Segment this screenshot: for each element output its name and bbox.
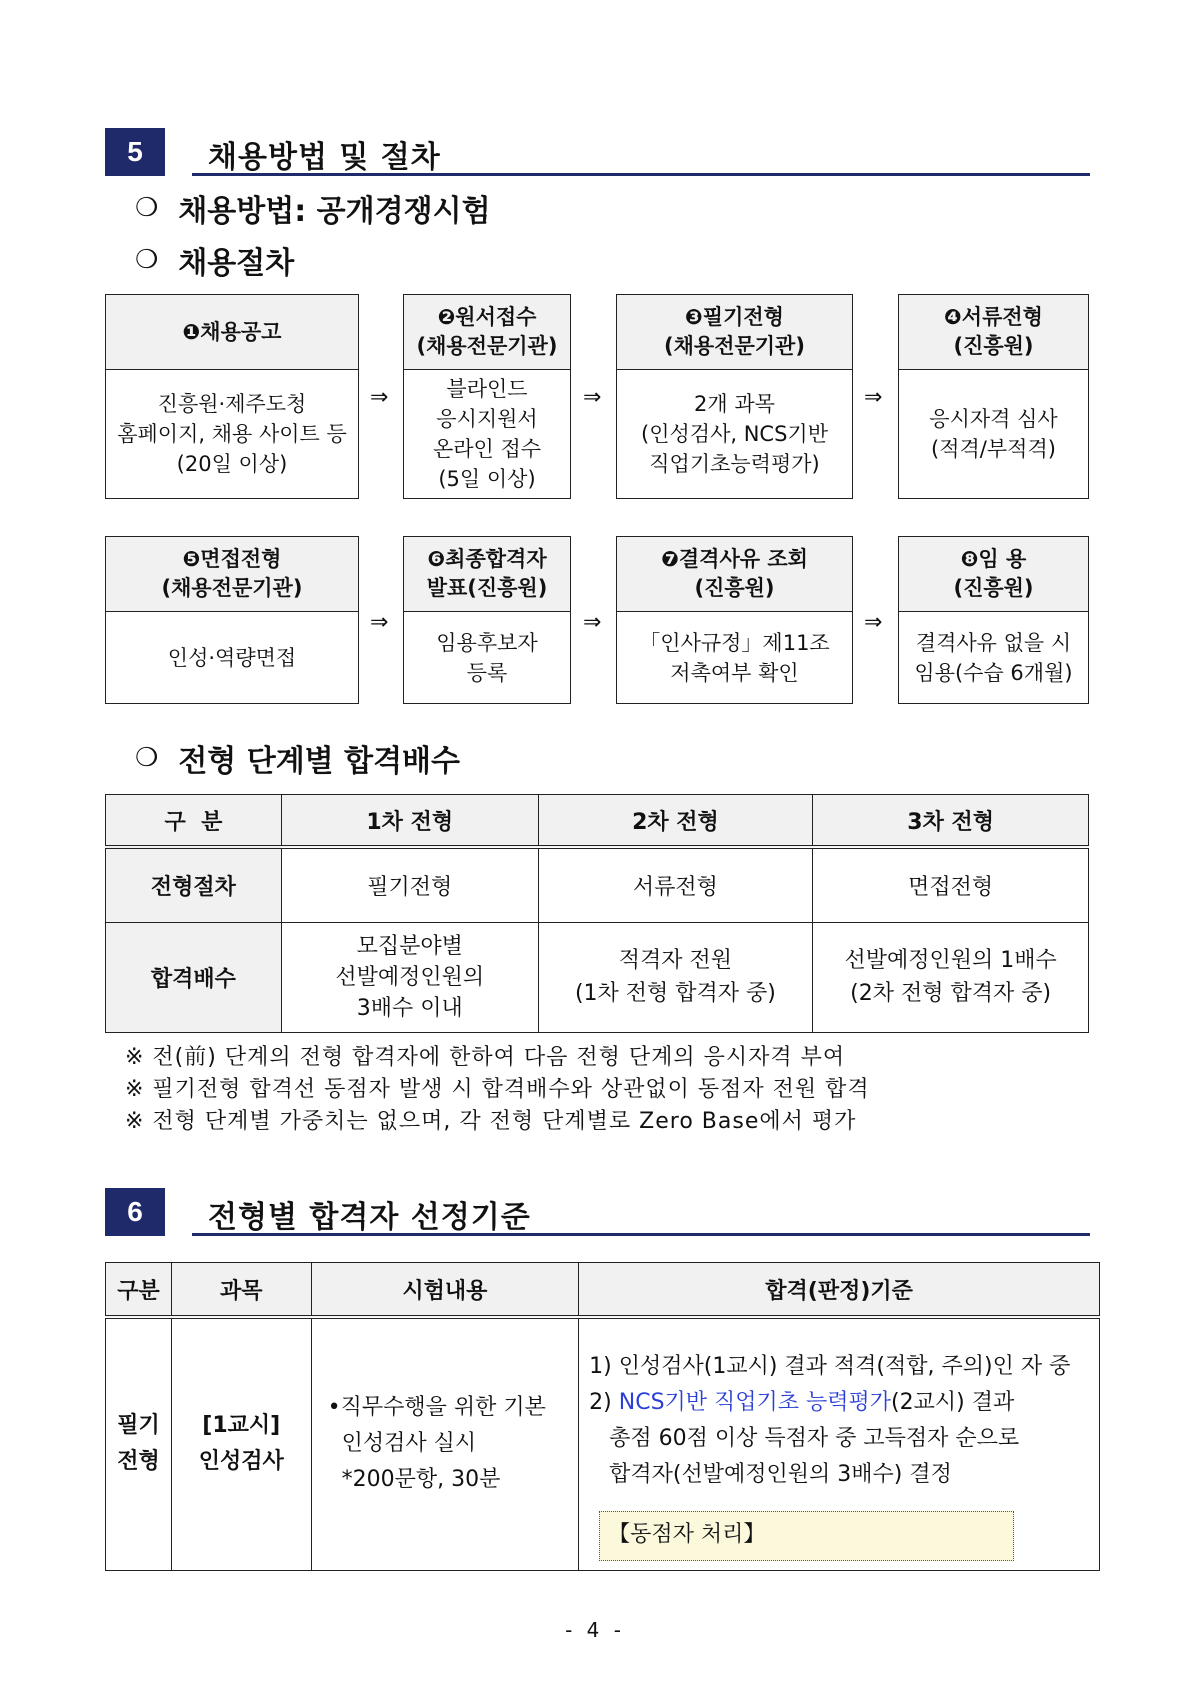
criteria-line: 총점 60점 이상 득점자 중 고득점자 순으로 xyxy=(609,1426,1020,1451)
step-6-line: 임용후보자 xyxy=(436,630,538,655)
step-4-line: (적격/부적격) xyxy=(931,437,1056,461)
tie-handling-box: 【동점자 처리】 xyxy=(599,1511,1014,1561)
step-1-line: 진흥원·제주도청 xyxy=(157,392,307,416)
table-cell: 서류전형 xyxy=(538,847,813,922)
circle-bullet-icon: ❍ xyxy=(135,743,159,773)
cell-line: 선발예정인원의 xyxy=(335,964,485,990)
ncs-highlight: NCS기반 직업기초 능력평가 xyxy=(618,1390,892,1415)
section-underline-6 xyxy=(192,1233,1090,1236)
table-cell xyxy=(813,922,1089,1032)
criteria-line: 합격자(선발예정인원의 3배수) 결정 xyxy=(609,1462,952,1487)
table-header: 과목 xyxy=(171,1263,311,1318)
step-5-subtitle: (채용전문기관) xyxy=(161,576,303,600)
step-7-title: ❼결격사유 조회 xyxy=(661,547,808,571)
step-6-line: 등록 xyxy=(466,660,508,685)
process-step-3 xyxy=(616,294,853,499)
arrow-right-icon: ⇒ xyxy=(583,610,602,635)
table-header: 시험내용 xyxy=(311,1263,579,1318)
step-4-title: ❹서류전형 xyxy=(944,305,1043,329)
process-step-6 xyxy=(403,536,571,704)
step-2-line: 블라인드 xyxy=(446,377,528,401)
table-header: 1차 전형 xyxy=(281,795,538,848)
cell-line: 전형 xyxy=(117,1449,160,1475)
step-1-title: ❶채용공고 xyxy=(182,319,282,344)
bullet-method-text: 채용방법: 공개경쟁시험 xyxy=(178,194,491,229)
bullet-multiple xyxy=(135,736,460,780)
cell-line: (1차 전형 합격자 중) xyxy=(574,981,776,1006)
step-5-line: 인성·역량면접 xyxy=(167,645,297,670)
stage-multiple-table xyxy=(105,794,1089,1033)
step-2-line: 온라인 접수 xyxy=(432,437,542,461)
selection-criteria-table xyxy=(105,1262,1100,1571)
step-3-subtitle: (채용전문기관) xyxy=(664,334,805,358)
process-step-5 xyxy=(105,536,359,704)
cell-line: 인성검사 xyxy=(198,1449,284,1475)
arrow-right-icon: ⇒ xyxy=(370,385,389,410)
section-number-6: 6 xyxy=(105,1188,165,1236)
step-4-line: 응시자격 심사 xyxy=(929,407,1058,431)
step-3-line: 2개 과목 xyxy=(694,392,775,416)
cell-line: 선발예정인원의 1배수 xyxy=(844,948,1057,973)
step-2-line: (5일 이상) xyxy=(438,467,536,491)
cell-line: (2차 전형 합격자 중) xyxy=(850,981,1052,1006)
row-label: 합격배수 xyxy=(106,922,282,1032)
step-1-line: 홈페이지, 채용 사이트 등 xyxy=(117,422,347,446)
step-8-subtitle: (진흥원) xyxy=(953,576,1034,600)
arrow-right-icon: ⇒ xyxy=(864,385,883,410)
step-2-line: 응시지원서 xyxy=(436,407,538,431)
table-header: 합격(판정)기준 xyxy=(579,1263,1100,1318)
bullet-method xyxy=(135,186,491,230)
process-step-1 xyxy=(105,294,359,499)
step-3-title: ❸필기전형 xyxy=(685,305,784,329)
section-underline-5 xyxy=(192,173,1090,176)
cell-line: 인성검사 실시 xyxy=(341,1431,477,1457)
bullet-process xyxy=(135,238,294,282)
table-cell xyxy=(538,922,813,1032)
cell-line: 모집분야별 xyxy=(356,933,463,959)
category-cell xyxy=(106,1317,172,1570)
step-2-title: ❷원서접수 xyxy=(437,305,537,329)
circle-bullet-icon: ❍ xyxy=(135,245,159,275)
step-7-line: 「인사규정」제11조 xyxy=(639,630,830,655)
criteria-prefix: 2) xyxy=(589,1390,619,1415)
criteria-line xyxy=(589,1385,1099,1421)
step-6-title: ❻최종합격자 xyxy=(427,547,547,571)
step-4-subtitle: (진흥원) xyxy=(953,334,1034,358)
table-row xyxy=(106,1317,1100,1570)
step-3-line: 직업기초능력평가) xyxy=(649,452,820,476)
process-step-4 xyxy=(898,294,1089,499)
note: ※ 필기전형 합격선 동점자 발생 시 합격배수와 상관없이 동점자 전원 합격 xyxy=(125,1077,870,1102)
step-5-title: ❺면접전형 xyxy=(182,547,282,571)
step-8-line: 임용(수습 6개월) xyxy=(914,660,1073,685)
section-title-6: 전형별 합격자 선정기준 xyxy=(208,1200,531,1235)
bullet-process-text: 채용절차 xyxy=(178,246,295,281)
step-8-line: 결격사유 없을 시 xyxy=(915,630,1072,655)
note: ※ 전형 단계별 가중치는 없으며, 각 전형 단계별로 Zero Base에서 평가 xyxy=(125,1109,857,1134)
step-3-line: (인성검사, NCS기반 xyxy=(641,422,828,446)
cell-line: 적격자 전원 xyxy=(618,948,733,973)
table-row xyxy=(106,847,1089,922)
table-header: 3차 전형 xyxy=(813,795,1089,848)
table-header: 구분 xyxy=(106,1263,172,1318)
table-cell: 필기전형 xyxy=(281,847,538,922)
step-7-subtitle: (진흥원) xyxy=(694,576,775,600)
step-1-line: (20일 이상) xyxy=(176,452,288,476)
cell-line: •직무수행을 위한 기본 xyxy=(327,1395,546,1421)
arrow-right-icon: ⇒ xyxy=(864,610,883,635)
criteria-cell xyxy=(579,1317,1100,1570)
table-row xyxy=(106,922,1089,1032)
table-cell: 면접전형 xyxy=(813,847,1089,922)
bullet-multiple-text: 전형 단계별 합격배수 xyxy=(178,744,461,779)
process-step-7 xyxy=(616,536,853,704)
note: ※ 전(前) 단계의 전형 합격자에 한하여 다음 전형 단계의 응시자격 부여 xyxy=(125,1045,846,1070)
section-title-5: 채용방법 및 절차 xyxy=(208,140,441,175)
page-number: - 4 - xyxy=(565,1618,625,1642)
cell-line: 필기 xyxy=(117,1413,160,1439)
content-cell xyxy=(311,1317,579,1570)
cell-line: *200문항, 30분 xyxy=(341,1467,501,1493)
criteria-rest: (2교시) 결과 xyxy=(891,1390,1015,1415)
table-cell xyxy=(281,922,538,1032)
table-header: 구 분 xyxy=(106,795,282,848)
cell-line: 3배수 이내 xyxy=(356,995,463,1021)
arrow-right-icon: ⇒ xyxy=(370,610,389,635)
row-label: 전형절차 xyxy=(106,847,282,922)
circle-bullet-icon: ❍ xyxy=(135,193,159,223)
process-step-8 xyxy=(898,536,1089,704)
step-2-subtitle: (채용전문기관) xyxy=(416,334,558,358)
step-7-line: 저촉여부 확인 xyxy=(670,660,799,685)
step-6-subtitle: 발표(진흥원) xyxy=(426,576,548,600)
arrow-right-icon: ⇒ xyxy=(583,385,602,410)
criteria-line: 1) 인성검사(1교시) 결과 적격(적합, 주의)인 자 중 xyxy=(589,1354,1071,1379)
section-number-5: 5 xyxy=(105,128,165,176)
cell-line: [1교시] xyxy=(202,1413,281,1439)
subject-cell xyxy=(171,1317,311,1570)
step-8-title: ❽임 용 xyxy=(960,547,1027,571)
table-header: 2차 전형 xyxy=(538,795,813,848)
process-step-2 xyxy=(403,294,571,499)
